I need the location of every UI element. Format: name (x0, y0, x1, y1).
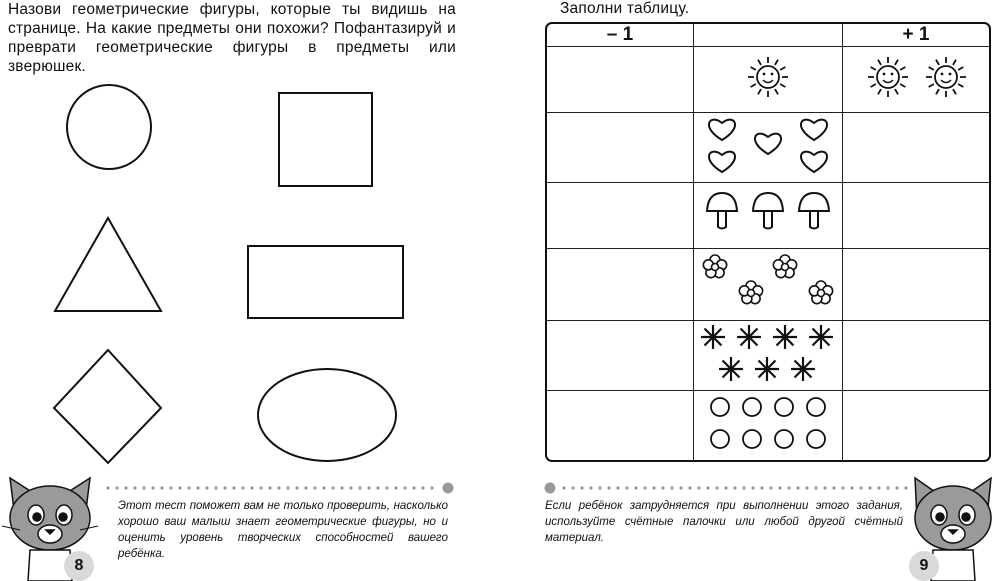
mushroom-icon (753, 193, 783, 229)
answer-cell-minus[interactable] (547, 321, 694, 391)
table-row (547, 113, 989, 183)
left-parent-note: Этот тест поможет вам не только проверить, насколько хорошо ваш малыш знает геометрические фигуры, но и оценить уровень творческих способностей вашего ребёнка. (118, 500, 448, 560)
snowflake-icon-group (695, 321, 841, 385)
answer-cell-minus[interactable] (547, 183, 694, 249)
flower-icon (739, 281, 762, 304)
heart-icon (755, 134, 781, 154)
answer-cell-minus[interactable] (547, 47, 694, 113)
items-cell-suns (694, 47, 843, 113)
table-row (547, 321, 989, 391)
table-row (547, 47, 989, 113)
sun-icon (748, 57, 788, 97)
right-parent-note: Если ребёнок затрудняется при выполнении этого задания, используйте счётные палочки или любой другой счётный материал. (545, 500, 903, 544)
shape-circle (67, 85, 151, 169)
snowflake-icon (719, 357, 743, 381)
heart-icon (801, 120, 827, 140)
sun-icon-group (698, 47, 838, 107)
flower-icon (809, 281, 832, 304)
header-middle (694, 24, 843, 47)
flower-icon (773, 255, 796, 278)
header-plus-one: + 1 (843, 24, 989, 47)
right-instruction: Заполни таблицу. (560, 0, 690, 17)
mushroom-icon-group (698, 183, 838, 243)
circle-icon (743, 430, 761, 448)
page-number-right: 9 (909, 551, 939, 581)
snowflake-icon (737, 325, 761, 349)
shape-oval (258, 369, 396, 461)
heart-icon-group (698, 113, 838, 177)
circle-icon (743, 398, 761, 416)
flower-icon-group (695, 249, 841, 315)
table-row (547, 249, 989, 321)
answer-cell-plus[interactable] (843, 249, 989, 321)
answer-cell-plus[interactable] (843, 113, 989, 183)
sun-icon (868, 57, 908, 97)
answer-cell-plus[interactable] (843, 183, 989, 249)
snowflake-icon (701, 325, 725, 349)
left-dotted-divider (100, 480, 460, 496)
shape-square (279, 93, 372, 186)
table-row (547, 391, 989, 460)
sun-icon (926, 57, 966, 97)
header-minus-one: – 1 (547, 24, 694, 47)
items-cell-hearts (694, 113, 843, 183)
circle-icon-group (698, 391, 838, 455)
snowflake-icon (755, 357, 779, 381)
left-instruction: Назови геометрические фигуры, которые ты видишь на странице. На какие предметы они похожи? Пофантазируй и преврати геометрические фигуры в предметы или зверюшек. (8, 1, 456, 75)
circle-icon (711, 430, 729, 448)
items-cell-snowflakes (694, 321, 843, 391)
heart-icon (801, 152, 827, 172)
geometric-shapes (0, 0, 480, 470)
heart-icon (709, 120, 735, 140)
right-dotted-divider (540, 480, 920, 496)
mushroom-icon (799, 193, 829, 229)
snowflake-icon (773, 325, 797, 349)
circle-icon (711, 398, 729, 416)
answer-cell-minus[interactable] (547, 391, 694, 460)
page-number-left: 8 (64, 551, 94, 581)
circle-icon (807, 398, 825, 416)
items-cell-mushrooms (694, 183, 843, 249)
circle-icon (807, 430, 825, 448)
shape-triangle (55, 218, 161, 311)
table-row (547, 183, 989, 249)
answer-cell-minus[interactable] (547, 249, 694, 321)
counting-table (545, 22, 991, 462)
table-header-row (547, 24, 989, 47)
circle-icon (775, 398, 793, 416)
mushroom-icon (707, 193, 737, 229)
heart-icon (709, 152, 735, 172)
sun-icon-group-plus (846, 47, 986, 107)
items-cell-flowers (694, 249, 843, 321)
items-cell-circles (694, 391, 843, 460)
shape-rectangle (248, 246, 403, 318)
answer-cell-minus[interactable] (547, 113, 694, 183)
shape-rhombus (54, 350, 161, 463)
answer-cell-plus[interactable] (843, 321, 989, 391)
answer-cell-plus[interactable] (843, 391, 989, 460)
circle-icon (775, 430, 793, 448)
snowflake-icon (809, 325, 833, 349)
answer-cell-plus[interactable] (843, 47, 989, 113)
flower-icon (703, 255, 726, 278)
snowflake-icon (791, 357, 815, 381)
